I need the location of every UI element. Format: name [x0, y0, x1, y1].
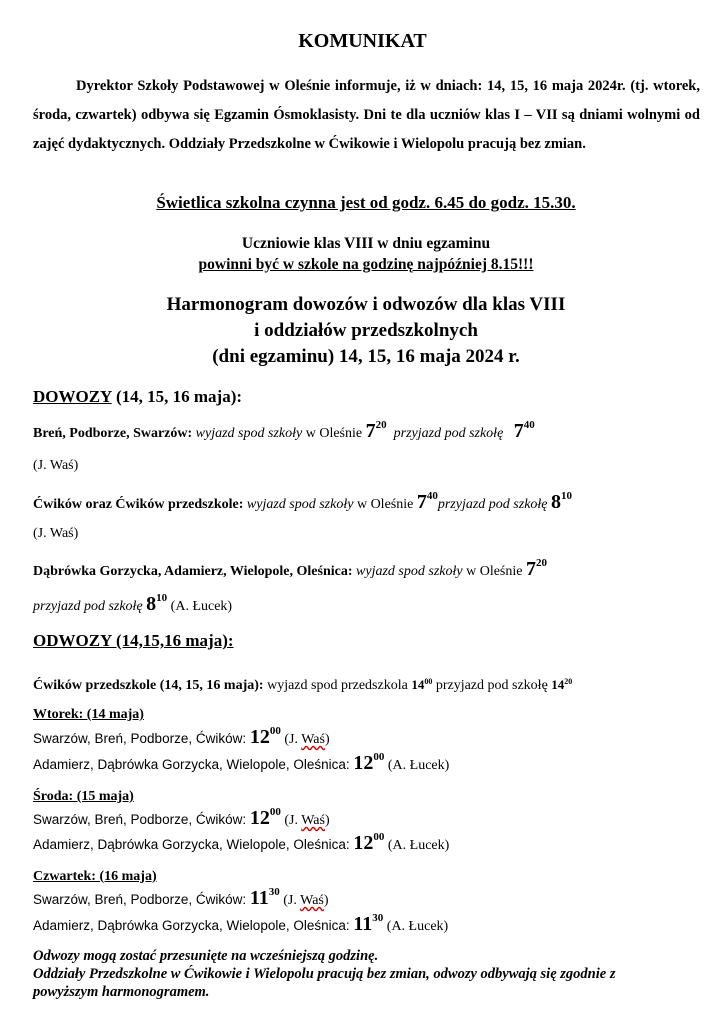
route-1-depart-loc: w Oleśnie [302, 426, 366, 441]
route-3-arrive-label: przyjazd pod szkołę [33, 599, 143, 614]
intro-paragraph [33, 72, 700, 159]
route-3-depart-label: wyjazd spod szkoły [356, 564, 463, 579]
dowozy-label: DOWOZY [33, 387, 112, 406]
day-heading-wednesday: Środa: (15 maja) [33, 789, 134, 804]
odwozy-heading [33, 631, 234, 651]
route-3-places: Dąbrówka Gorzycka, Adamierz, Wielopole, Oleśnica [33, 564, 348, 579]
wednesday-row-2: Adamierz, Dąbrówka Gorzycka, Wielopole, Oleśnica: $12^{00}$ (A. Łucek) [33, 831, 450, 854]
dowoz-route-1: Breń, Podborze, Swarzów: wyjazd spod szkoły w Oleśnie $7^{20}$ przyjazd pod szkołę $7^{40}$ [33, 419, 535, 442]
schedule-heading-line-1: Harmonogram dowozów i odwozów dla klas VIII [166, 294, 566, 315]
route-2-depart-label: wyjazd spod szkoły [246, 497, 354, 512]
route-3-arrive-time: $8^{10}$ [146, 592, 168, 615]
route-1-driver: (J. Waś) [33, 458, 79, 473]
dowoz-route-2: Ćwików oraz Ćwików przedszkole: wyjazd spod szkoły w Oleśnie $7^{40}przyjazd$ pod szkołę $8^{10}$ [33, 490, 573, 513]
schedule-heading-line-2: i oddziałów przedszkolnych [254, 320, 478, 341]
day-heading-thursday: Czwartek: (16 maja) [33, 869, 157, 884]
route-2-arrive-time: $8^{10}$ [551, 490, 573, 513]
route-1-arrive-time: $7^{40}$ [513, 419, 535, 442]
dowozy-dates: (14, 15, 16 maja): [111, 387, 243, 406]
cwikow-label: Ćwików przedszkole (14, 15, 16 maja): [33, 678, 264, 693]
tuesday-row-1: Swarzów, Breń, Podborze, Ćwików: $12^{00}$ (J. Waś) [33, 725, 330, 748]
class-viii-line-2: powinni być w szkole na godzinę najpóźniej 8.15!!! [198, 256, 534, 273]
cwikow-arrive: przyjazd pod szkołę [432, 678, 552, 693]
footer-note [33, 947, 673, 1001]
route-2-arrive-label: przyjazd pod szkołę [437, 497, 548, 512]
route-3-depart-time: $7^{20}$ [525, 557, 547, 580]
route-1-depart-time: $7^{20}$ [365, 419, 387, 442]
route-1-arrive-label: przyjazd pod szkołę [393, 426, 504, 441]
dowoz-route-3: Dąbrówka Gorzycka, Adamierz, Wielopole, Oleśnica: wyjazd spod szkoły w Oleśnie $7^{20}$ [33, 557, 547, 580]
class-viii-notice [0, 233, 725, 275]
document-title: KOMUNIKAT [298, 30, 427, 52]
thursday-row-1: Swarzów, Breń, Podborze, Ćwików: $11^{30}$ (J. Waś) [33, 886, 329, 909]
dowozy-heading [33, 387, 242, 407]
schedule-heading-line-3: (dni egzaminu) 14, 15, 16 maja 2024 r. [212, 346, 520, 367]
day-heading-tuesday: Wtorek: (14 maja) [33, 707, 144, 722]
route-2-driver: (J. Waś) [33, 526, 79, 541]
route-1-places: Breń, Podborze, Swarzów [33, 426, 188, 441]
swietlica-notice: Świetlica szkolna czynna jest od godz. 6.45 do godz. 15.30. [156, 193, 576, 212]
class-viii-line-1: Uczniowie klas VIII w dniu egzaminu [241, 235, 491, 252]
cwikow-depart: wyjazd spod przedszkola [263, 678, 412, 693]
route-3-arrival [33, 593, 232, 616]
route-3-depart-loc: w Oleśnie [462, 564, 526, 579]
route-1-depart-label: wyjazd spod szkoły [195, 426, 303, 441]
route-2-depart-time: $7^{40}$ [416, 490, 438, 513]
tuesday-row-2: Adamierz, Dąbrówka Gorzycka, Wielopole, Oleśnica: $12^{00}$ (A. Łucek) [33, 751, 450, 774]
wednesday-row-1: Swarzów, Breń, Podborze, Ćwików: $12^{00}$ (J. Waś) [33, 806, 330, 829]
route-3-driver: (A. Łucek) [170, 599, 233, 614]
cwikow-depart-time: $14^{00}$ [411, 677, 433, 692]
footer-line-1: Odwozy mogą zostać przesunięte na wcześniejszą godzinę. [33, 948, 379, 964]
odwozy-label: ODWOZY (14,15,16 maja): [33, 631, 234, 650]
route-2-places: Ćwików oraz Ćwików przedszkole [33, 497, 239, 512]
route-2-depart-loc: w Oleśnie [353, 497, 417, 512]
cwikow-arrive-time: $14^{20}$ [551, 677, 573, 692]
schedule-heading [0, 292, 725, 370]
thursday-row-2: Adamierz, Dąbrówka Gorzycka, Wielopole, Oleśnica: $11^{30}$ (A. Łucek) [33, 912, 449, 935]
footer-line-2: Oddziały Przedszkolne w Ćwikowie i Wielopolu pracują bez zmian, odwozy odbywają się zgodnie z powyższym harmonogramem. [33, 966, 616, 1000]
intro-text: Dyrektor Szkoły Podstawowej w Oleśnie informuje, iż w dniach: 14, 15, 16 maja 2024r. (tj. wtorek, środa, czwartek) odbywa się Egzamin Ósmoklasisty. Dni te dla uczniów klas I – VII są dniami wolnymi od zajęć dydaktycznych. Oddziały Przedszkolne w Ćwikowie i Wielopolu pracują bez zmian. [33, 78, 700, 152]
cwikow-preschool-line [33, 677, 572, 694]
